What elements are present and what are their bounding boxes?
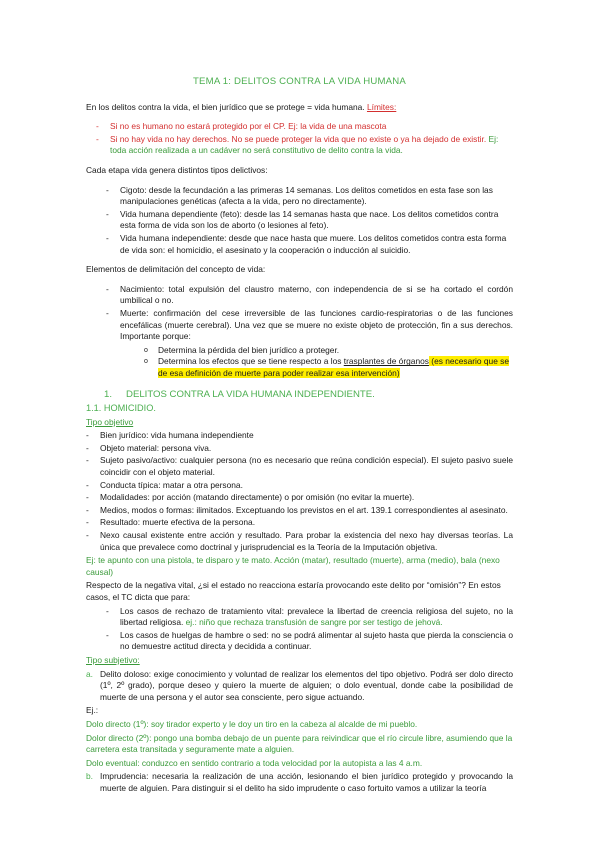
ej-label: Ej.: [86,705,99,716]
list-item [86,606,513,629]
cases-list [86,606,513,653]
list-item [86,669,513,704]
stage-text: Cigoto: desde la fecundación a las primeras 14 semanas. Los delitos cometidos en esta fase son las manipulaciones genéticas (afecta a la vida, pero no directamente). [120,184,493,207]
dolo-directo-2: Dolor directo (2º): pongo una bomba debajo de un puente para reivindicar que el río circule libre, asumiendo que la carretera esta transitada y seguramente mate a alguien. [86,732,513,755]
subjective-text: Imprudencia: necesaria la realización de una acción, lesionando el bien jurídico protegido y provocando la muerte de alguien. Para distinguir si el delito ha sido imprudente o caso fortuito vamos a utilizar la teoría [100,771,513,793]
stages-list [86,185,513,257]
dolo-eventual: Dolo eventual: conduzco en sentido contrario a toda velocidad por la autopista a las 4 a.m. [86,757,423,768]
dash-marker: - [96,121,99,132]
delimit-list [86,284,513,343]
dash-marker: - [96,133,99,144]
important-list [86,345,513,380]
circle-marker: o [144,358,148,366]
dash-marker: - [86,517,89,528]
case-example: ej.: niño que rechaza transfusión de sangre por ser testigo de jehová. [185,617,443,628]
list-item [86,233,513,256]
list-item [86,480,513,492]
dash-marker: - [106,208,109,219]
subjective-text: Delito doloso: exige conocimiento y voluntad de realizar los elementos del tipo objetivo. Podrá ser dolo directo (1º, 2º grado), porque deseo y quiero la muerte de alguien; o dolo eventual, donde cabe la posibilidad de muerte de una persona y el autor sea consciente, pero sigue actuando. [100,668,513,702]
list-item [86,455,513,478]
list-item [144,345,513,357]
subjective-list-b [86,771,513,794]
dash-marker: - [106,307,109,318]
dash-marker: - [106,605,109,616]
section-title: DELITOS CONTRA LA VIDA HUMANA INDEPENDIENTE. [126,389,375,401]
dash-marker: - [106,629,109,640]
list-item [86,284,513,307]
example-text: Ej: te apunto con una pistola, te disparo y te mato. Acción (matar), resultado (muerte), arma (medio), bala (nexo causal) [86,555,500,577]
list-item [86,505,513,517]
objective-text: Medios, modos o formas: ilimitados. Exceptuando los previstos en el art. 139.1 correspondientes al asesinato. [100,504,508,515]
tipo-subjetivo-heading: Tipo subjetivo: [86,654,140,665]
list-item [86,430,513,442]
delimit-text: Muerte: confirmación del cese irreversible de las funciones cardio-respiratorias o de las funciones encefálicas (muerte cerebral). Una vez que se muere no existe objeto de protección, fin a sus derechos. Importante porque: [120,307,513,342]
stages-intro: Cada etapa vida genera distintos tipos delictivos: [86,164,268,175]
tipo-objetivo-heading: Tipo objetivo [86,416,134,427]
objective-list [86,430,513,553]
objective-text: Resultado: muerte efectiva de la persona. [100,517,256,528]
dash-marker: - [86,479,89,490]
stage-text: Vida humana independiente: desde que nace hasta que muere. Los delitos cometidos contra esta forma de vida son: el homicidio, el asesinato y la cooperación o inducción al suicidio. [120,232,507,255]
limit-text: Si no es humano no estará protegido por el CP. Ej: la vida de una mascota [110,121,387,132]
list-item [86,209,513,232]
limit-example: Ej: toda acción realizada a un cadáver no será constitutivo de delito contra la vida. [110,133,499,156]
dash-marker: - [106,184,109,195]
list-item [86,517,513,529]
objective-text: Objeto material: persona viva. [100,442,212,453]
alpha-marker: b. [86,771,93,782]
section-number: 1. [104,389,113,401]
list-item [86,121,513,133]
intro-paragraph [86,102,513,114]
highlighted-text: (es necesario que se de esa definición de muerte para poder realizar esa intervención) [158,356,510,378]
case-text: Los casos de huelgas de hambre o sed: no se podrá alimentar al sujeto hasta que pierda la consciencia o no demuestre actitud directa y decidida a continuar. [120,629,513,652]
intro-text: En los delitos contra la vida, el bien jurídico que se protege = vida humana. [86,101,367,112]
list-item [86,308,513,343]
circle-marker: o [144,346,148,354]
objective-text: Sujeto pasivo/activo: cualquier persona (no es necesario que reúna condición especial). El sujeto pasivo suele coincidir con el objeto material. [100,455,513,478]
list-item [86,771,513,794]
delimit-intro: Elementos de delimitación del concepto de vida: [86,264,266,275]
limit-text: Si no hay vida no hay derechos. No se puede proteger la vida que no existe o ya ha dejado de existir. [110,133,487,144]
dash-marker: - [86,492,89,503]
dash-marker: - [106,283,109,294]
list-item [86,134,513,157]
dash-marker: - [86,504,89,515]
stage-text: Vida humana dependiente (feto): desde las 14 semanas hasta que nace. Los delitos cometidos contra esta forma de vida son los de aborto (o lesiones al feto). [120,208,499,231]
subsection-heading: 1.1. HOMICIDIO. [86,403,156,414]
underlined-term: trasplantes de órganos [343,356,429,367]
list-item [144,356,513,379]
page-title: TEMA 1: DELITOS CONTRA LA VIDA HUMANA [192,76,406,87]
objective-text: Nexo causal existente entre acción y resultado. Para probar la existencia del nexo hay diversas teorías. La única que prevalece como doctrinal y jurisprudencial es la Teoría de la Imputación objetiva. [100,530,513,552]
dash-marker: - [86,455,89,466]
important-text: Determina la pérdida del bien jurídico a proteger. [158,344,340,355]
dash-marker: - [86,442,89,453]
dash-marker: - [86,530,89,540]
list-item [86,492,513,504]
list-item [86,443,513,455]
alpha-marker: a. [86,668,93,679]
important-text: Determina los efectos que se tiene respecto a los [158,356,344,367]
limits-label: Límites: [366,101,397,112]
negative-paragraph: Respecto de la negativa vital, ¿si el estado no reacciona estaría provocando este delito por “omisión”? En estos casos, el TC dicta que para: [86,580,501,602]
list-item [86,630,513,653]
dolo-directo-1: Dolo directo (1º): soy tirador experto y le doy un tiro en la cabeza al alcalde de mi pueblo. [86,718,418,729]
delimit-text: Nacimiento: total expulsión del claustro materno, con independencia de si se ha cortado el cordón umbilical o no. [120,283,513,306]
dash-marker: - [106,232,109,243]
list-item [86,185,513,208]
dash-marker: - [86,430,89,441]
limits-list [86,121,513,157]
subjective-list-a [86,669,513,704]
section-heading [104,389,513,401]
objective-text: Bien jurídico: vida humana independiente [100,430,254,441]
case-text: Los casos de rechazo de tratamiento vital: prevalece la libertad de creencia religiosa del sujeto, no la libertad religiosa. [120,605,513,628]
list-item [86,530,513,553]
objective-text: Conducta típica: matar a otra persona. [100,479,243,490]
objective-text: Modalidades: por acción (matando directamente) o por omisión (no evitar la muerte). [100,492,415,503]
